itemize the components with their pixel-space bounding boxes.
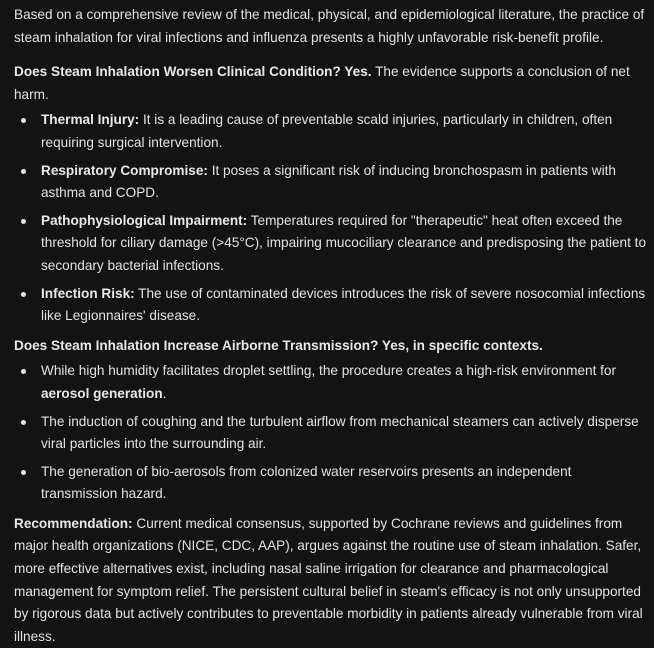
response-body [14, 4, 650, 648]
section2-heading-paragraph [14, 335, 650, 358]
list-item-text: The use of contaminated devices introduces the risk of severe nosocomial infections like Legionnaires' disease. [41, 285, 646, 324]
list-item-text-end: . [162, 385, 167, 401]
section1-heading-paragraph [14, 61, 650, 106]
section2-heading: Does Steam Inhalation Increase Airborne Transmission? Yes, in specific contexts. [14, 337, 543, 353]
intro-paragraph: Based on a comprehensive review of the medical, physical, and epidemiological literature, the practice of steam inhalation for viral infections and influenza presents a highly unfavorable risk-benefit profile. [14, 7, 645, 45]
list-item-text: While high humidity facilitates droplet settling, the procedure creates a high-risk environment for [41, 363, 616, 379]
list-item [14, 360, 650, 405]
list-item-label: Pathophysiological Impairment: [41, 212, 248, 228]
recommendation-paragraph [14, 513, 650, 648]
list-item-text: It poses a significant risk of inducing bronchospasm in patients with asthma and COPD. [41, 162, 616, 201]
list-item-text: The generation of bio-aerosols from colonized water reservoirs presents an independent transmission hazard. [41, 463, 572, 502]
list-item-label: Thermal Injury: [41, 112, 140, 128]
list-item [14, 411, 650, 456]
list-item-text: The induction of coughing and the turbulent airflow from mechanical steamers can actively disperse viral particles into the surrounding air. [41, 413, 639, 452]
section1-list [14, 109, 650, 327]
list-item-text: Temperatures required for "therapeutic" heat often exceed the threshold for ciliary damage (>45°C), impairing mucociliary clearance and predisposing the patient to secondary bacterial infections. [41, 212, 647, 273]
section1-heading-tail: The evidence supports a conclusion of net harm. [14, 64, 630, 102]
recommendation-label: Recommendation: [14, 515, 133, 531]
section2-list [14, 360, 650, 506]
list-item [14, 210, 650, 278]
list-item [14, 461, 650, 506]
list-item [14, 109, 650, 154]
list-item-emphasis: aerosol generation [41, 385, 163, 401]
list-item [14, 283, 650, 328]
recommendation-text: Current medical consensus, supported by Cochrane reviews and guidelines from major health organizations (NICE, CDC, AAP), argues against the routine use of steam inhalation. Safer, more effective alternatives exist, including nasal saline irrigation for clearance and pharmacological management for symptom relief. The persistent cultural belief in steam's efficacy is not only unsupported by rigorous data but actively contributes to preventable morbidity in patients already vulnerable from viral illness. [14, 515, 643, 644]
list-item [14, 160, 650, 205]
list-item-label: Infection Risk: [41, 285, 135, 301]
section1-heading: Does Steam Inhalation Worsen Clinical Condition? Yes. [14, 64, 372, 80]
list-item-text: It is a leading cause of preventable scald injuries, particularly in children, often requiring surgical intervention. [41, 112, 613, 150]
list-item-label: Respiratory Compromise: [41, 162, 208, 178]
